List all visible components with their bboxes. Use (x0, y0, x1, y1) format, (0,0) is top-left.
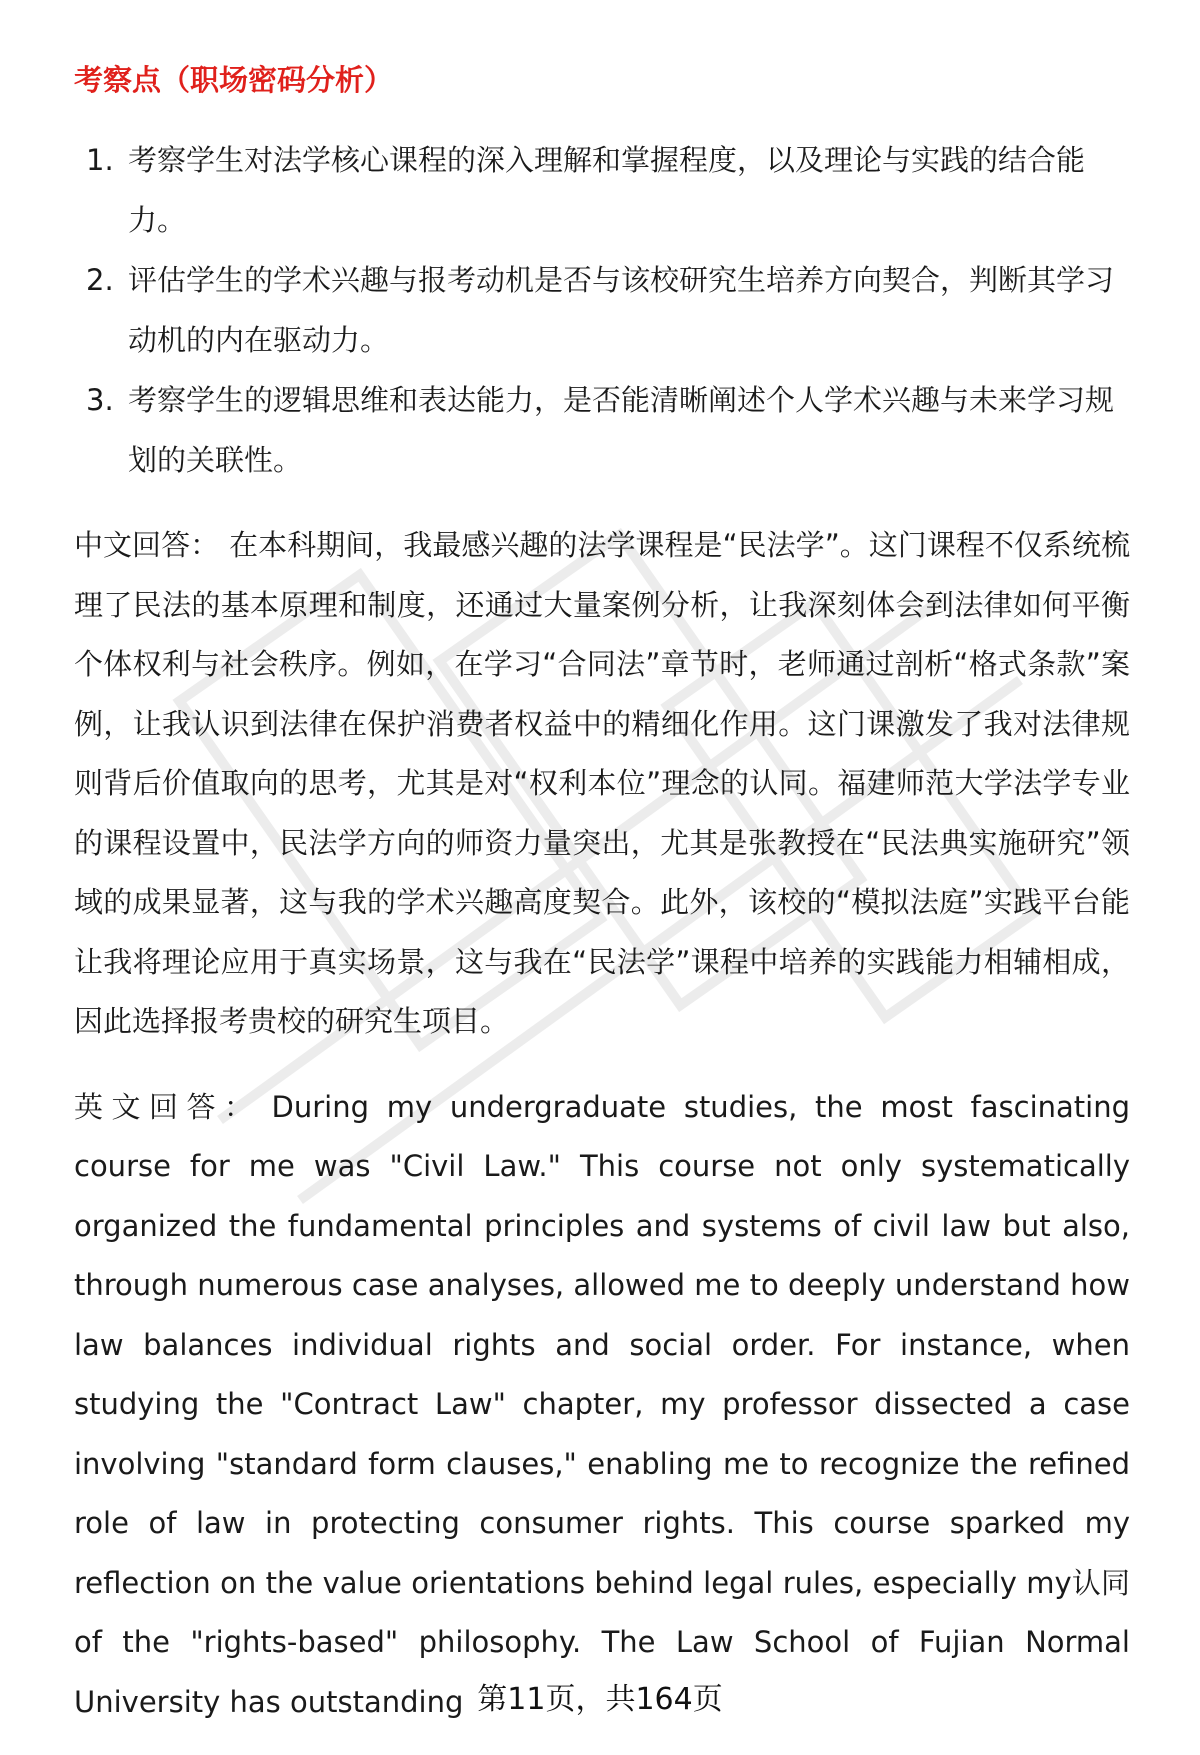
list-item-number: 3. (86, 383, 114, 417)
english-answer-text: During my undergraduate studies, the most fascinating course for me was "Civil Law." This course not only systematically organized the fundamental principles and systems of civil law but also, through numerous case analyses, allowed me to deeply understand how law balances individual rights and social order. For instance, when studying the "Contract Law" chapter, my professor dissected a case involving "standard form clauses," enabling me to recognize the refined role of law in protecting consumer rights. This course sparked my reflection on the value orientations behind legal rules, especially my认同 of the "rights-based" philosophy. The Law School of Fujian Normal University has outstanding (74, 1089, 1130, 1719)
list-item (74, 130, 1130, 250)
list-item-text: 评估学生的学术兴趣与报考动机是否与该校研究生培养方向契合，判断其学习动机的内在驱动力。 (128, 263, 1115, 357)
english-answer-label: 英文回答： (74, 1089, 262, 1124)
english-answer-paragraph (74, 1078, 1130, 1733)
chinese-answer-text: 在本科期间，我最感兴趣的法学课程是“民法学”。这门课程不仅系统梳理了民法的基本原理和制度，还通过大量案例分析，让我深刻体会到法律如何平衡个体权利与社会秩序。例如，在学习“合同法”章节时，老师通过剖析“格式条款”案例，让我认识到法律在保护消费者权益中的精细化作用。这门课激发了我对法律规则背后价值取向的思考，尤其是对“权利本位”理念的认同。福建师范大学法学专业的课程设置中，民法学方向的师资力量突出，尤其是张教授在“民法典实施研究”领域的成果显著，这与我的学术兴趣高度契合。此外，该校的“模拟法庭”实践平台能让我将理论应用于真实场景，这与我在“民法学”课程中培养的实践能力相辅相成，因此选择报考贵校的研究生项目。 (74, 528, 1130, 1038)
list-item-text: 考察学生的逻辑思维和表达能力，是否能清晰阐述个人学术兴趣与未来学习规划的关联性。 (128, 383, 1115, 477)
section-title: 考察点（职场密码分析） (74, 63, 394, 97)
list-item-number: 2. (86, 263, 114, 297)
page-number-footer: 第11页，共164页 (477, 1682, 723, 1717)
list-item-text: 考察学生对法学核心课程的深入理解和掌握程度，以及理论与实践的结合能力。 (128, 143, 1086, 237)
assessment-points-list (74, 130, 1130, 490)
chinese-answer-paragraph (74, 516, 1130, 1052)
list-item-number: 1. (86, 143, 114, 177)
chinese-answer-label: 中文回答： (74, 528, 220, 562)
list-item (74, 370, 1130, 490)
list-item (74, 250, 1130, 370)
